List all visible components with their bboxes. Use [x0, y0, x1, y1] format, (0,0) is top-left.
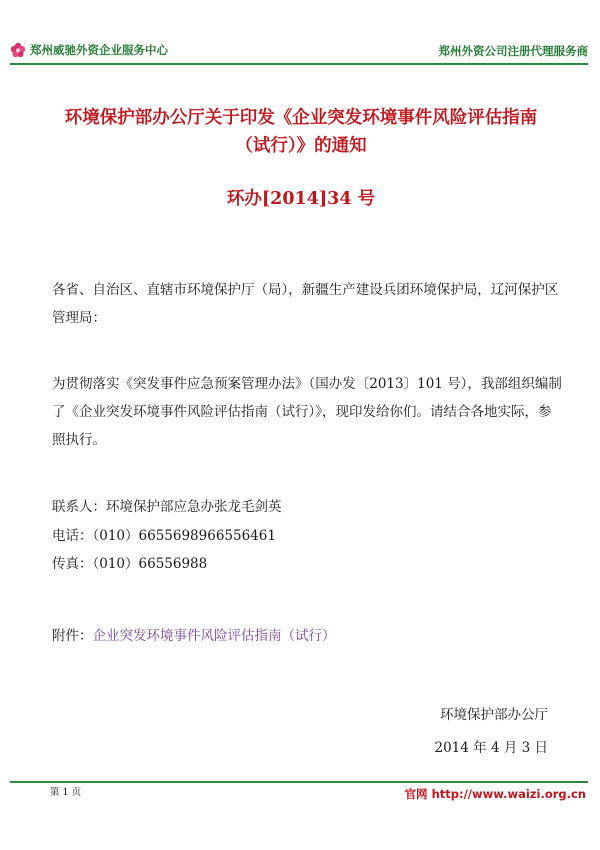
page-number: 第 1 页: [50, 787, 82, 798]
header-left-text: 郑州威驰外资企业服务中心: [30, 43, 168, 57]
signature-date: 2014 年 4 月 3 日: [434, 740, 548, 756]
header-divider: [10, 63, 588, 65]
recipients-paragraph: 各省、自治区、直辖市环境保护厅（局），新疆生产建设兵团环境保护局，辽河保护区管理局：: [52, 282, 559, 326]
document-title: 环境保护部办公厅关于印发《企业突发环境事件风险评估指南 （试行）》的通知: [64, 108, 538, 156]
footer-divider: [10, 781, 588, 783]
signature-block: [435, 699, 549, 765]
header-brand[interactable]: [10, 42, 168, 58]
attachment-line: [52, 622, 562, 650]
contact-fax: 传真：（010）66556988: [52, 556, 208, 572]
body-paragraph: 为贯彻落实《突发事件应急预案管理办法》（国办发〔2013〕101 号），我部组织编制了《企业突发环境事件风险评估指南（试行）》，现印发给你们。请结合各地实际，参照执行。: [52, 376, 562, 448]
attachment-label: 附件：: [52, 628, 93, 644]
page-header: [10, 42, 588, 62]
contact-block: [52, 493, 562, 579]
document-number: 环办[2014]34 号: [226, 189, 376, 209]
attachment-link[interactable]: 企业突发环境事件风险评估指南（试行）: [92, 628, 336, 644]
signature-org: 环境保护部办公厅: [440, 707, 548, 723]
flower-logo-icon: [10, 42, 26, 58]
contact-person: 联系人：环境保护部应急办张龙毛剑英: [52, 499, 282, 515]
contact-phone: 电话：（010）6655698966556461: [52, 527, 276, 544]
footer-website-link[interactable]: 官网 http://www.waizi.org.cn: [404, 787, 586, 801]
header-right-text: 郑州外资公司注册代理服务商: [438, 44, 588, 58]
